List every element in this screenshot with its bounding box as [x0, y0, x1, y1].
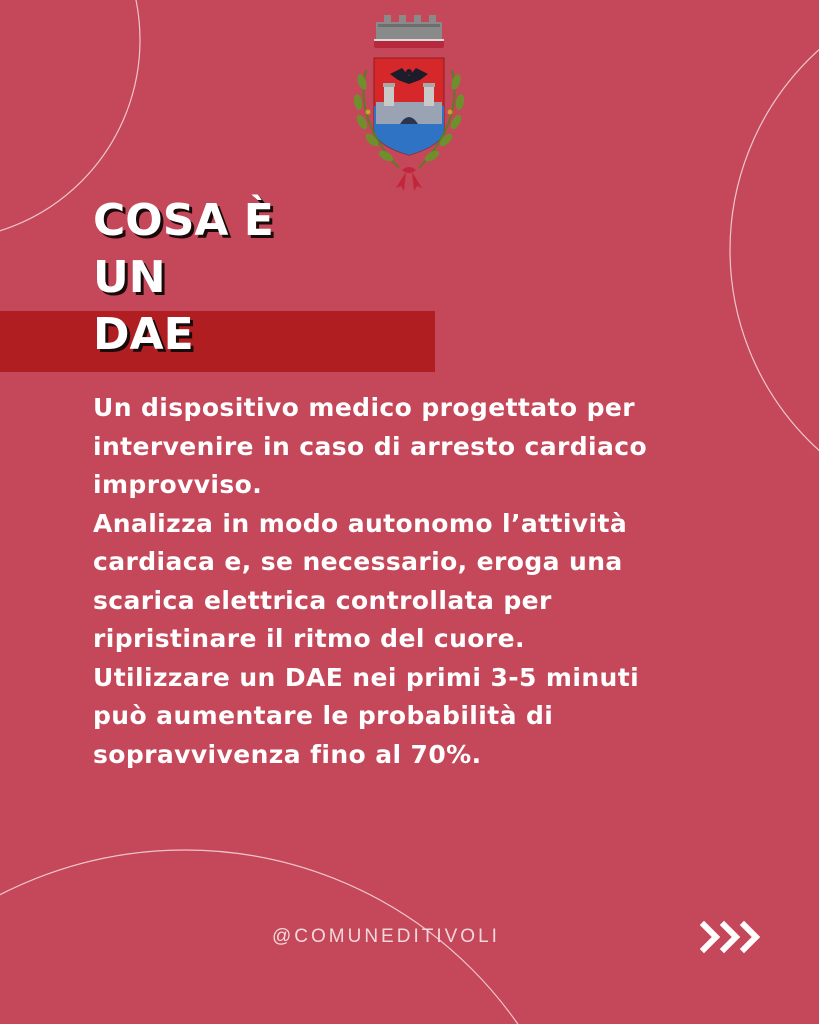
- description-paragraph-1: Un dispositivo medico progettato per intervenire in caso di arresto cardiaco improvviso.: [93, 393, 648, 499]
- title-line-3: DAE: [93, 309, 194, 360]
- ribbon-icon: [396, 167, 422, 191]
- page-title: [93, 192, 274, 363]
- description: [93, 389, 693, 774]
- right-arc: [730, 0, 819, 520]
- next-chevrons-icon[interactable]: [700, 919, 766, 955]
- shield-icon: [374, 58, 444, 155]
- coat-of-arms-icon: [344, 10, 474, 195]
- title-line-2: UN: [93, 252, 166, 303]
- description-paragraph-3: Utilizzare un DAE nei primi 3-5 minuti può aumentare le probabilità di sopravvivenza fino al 70%.: [93, 662, 640, 769]
- crown-icon: [374, 15, 444, 48]
- title-line-1: COSA È: [93, 195, 274, 246]
- description-paragraph-2: Analizza in modo autonomo l’attività cardiaca e, se necessario, eroga una scarica elettrica controllata per ripristinare il ritmo del cuore.: [93, 508, 628, 653]
- social-handle: @COMUNEDITIVOLI: [272, 926, 500, 947]
